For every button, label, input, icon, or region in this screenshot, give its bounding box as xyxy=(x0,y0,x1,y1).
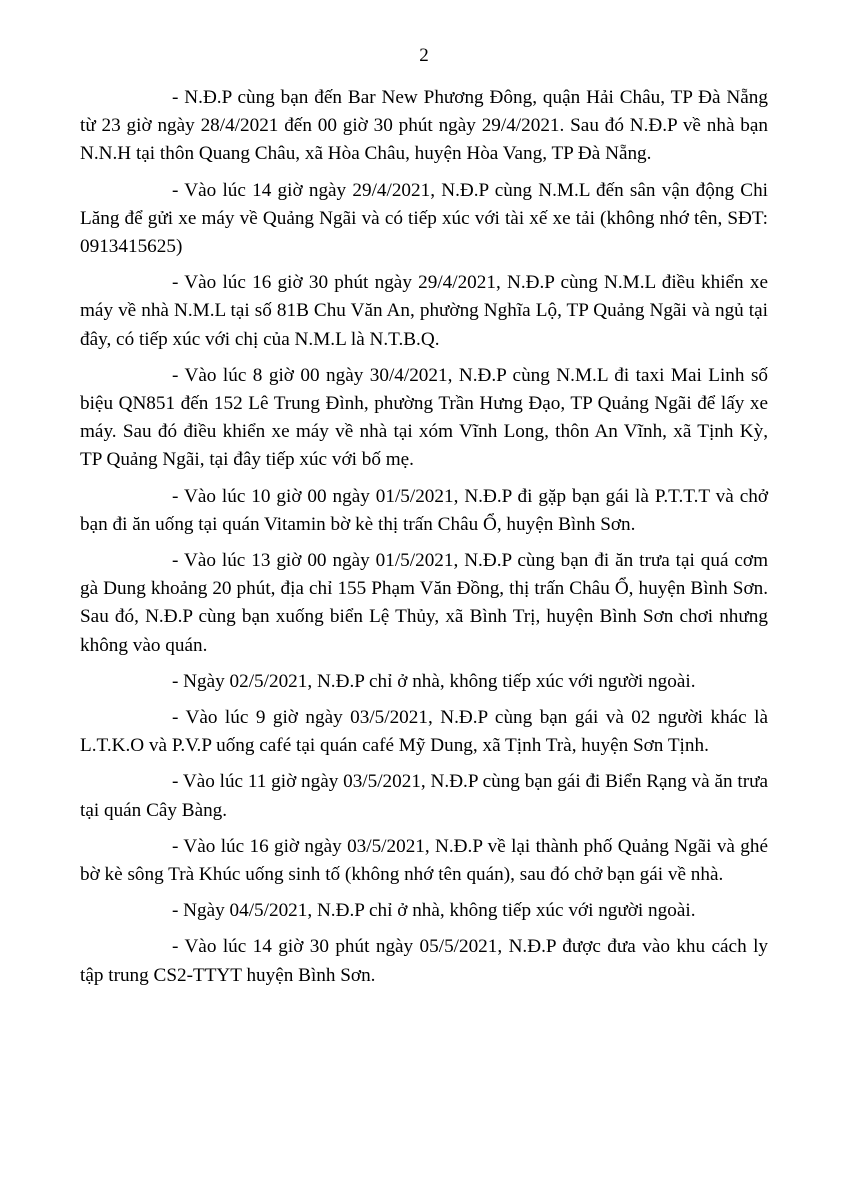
paragraph-stay-home-may-2: - Ngày 02/5/2021, N.Đ.P chỉ ở nhà, không tiếp xúc với người ngoài. xyxy=(172,670,696,692)
paragraph-chi-lang-stadium: - Vào lúc 14 giờ ngày 29/4/2021, N.Đ.P cùng N.M.L đến sân vận động Chi Lăng để gửi xe máy về Quảng Ngãi và có tiếp xúc với tài xế xe tải (không nhớ tên, SĐT: 0913415625) xyxy=(80,179,768,258)
paragraph-mai-linh-taxi: - Vào lúc 8 giờ 00 ngày 30/4/2021, N.Đ.P cùng N.M.L đi taxi Mai Linh số biệu QN851 đến 152 Lê Trung Đình, phường Trần Hưng Đạo, TP Quảng Ngãi để lấy xe máy. Sau đó điều khiển xe máy về nhà tại xóm Vĩnh Long, thôn An Vĩnh, xã Tịnh Kỳ, TP Quảng Ngãi, tại đây tiếp xúc với bố mẹ. xyxy=(80,364,768,471)
paragraph-vitamin-cafe: - Vào lúc 10 giờ 00 ngày 01/5/2021, N.Đ.P đi gặp bạn gái là P.T.T.T và chở bạn đi ăn uống tại quán Vitamin bờ kè thị trấn Châu Ổ, huyện Bình Sơn. xyxy=(80,485,768,535)
paragraph-bar-new-phuong-dong: - N.Đ.P cùng bạn đến Bar New Phương Đông, quận Hải Châu, TP Đà Nẵng từ 23 giờ ngày 28/4/2021 đến 00 giờ 30 phút ngày 29/4/2021. Sau đó N.Đ.P về nhà bạn N.N.H tại thôn Quang Châu, xã Hòa Châu, huyện Hòa Vang, TP Đà Nẵng. xyxy=(80,87,768,165)
paragraph-quarantine: - Vào lúc 14 giờ 30 phút ngày 05/5/2021, N.Đ.P được đưa vào khu cách ly tập trung CS2-TTYT huyện Bình Sơn. xyxy=(80,936,768,986)
page-number: 2 xyxy=(419,45,429,66)
paragraph-chu-van-an-house: - Vào lúc 16 giờ 30 phút ngày 29/4/2021, N.Đ.P cùng N.M.L điều khiển xe máy về nhà N.M.L tại số 81B Chu Văn An, phường Nghĩa Lộ, TP Quảng Ngãi và ngủ tại đây, có tiếp xúc với chị của N.M.L là N.T.B.Q. xyxy=(80,272,768,350)
paragraph-my-dung-cafe: - Vào lúc 9 giờ ngày 03/5/2021, N.Đ.P cùng bạn gái và 02 người khác là L.T.K.O và P.V.P uống café tại quán café Mỹ Dung, xã Tịnh Trà, huyện Sơn Tịnh. xyxy=(80,707,768,757)
paragraph-com-ga-dung: - Vào lúc 13 giờ 00 ngày 01/5/2021, N.Đ.P cùng bạn đi ăn trưa tại quá cơm gà Dung khoảng 20 phút, địa chỉ 155 Phạm Văn Đồng, thị trấn Châu Ổ, huyện Bình Sơn. Sau đó, N.Đ.P cùng bạn xuống biển Lệ Thủy, xã Bình Trị, huyện Bình Sơn chơi nhưng không vào quán. xyxy=(80,550,768,656)
paragraph-bien-rang: - Vào lúc 11 giờ ngày 03/5/2021, N.Đ.P cùng bạn gái đi Biển Rạng và ăn trưa tại quán Cây Bàng. xyxy=(80,771,768,821)
paragraph-tra-khuc-river: - Vào lúc 16 giờ ngày 03/5/2021, N.Đ.P về lại thành phố Quảng Ngãi và ghé bờ kè sông Trà Khúc uống sinh tố (không nhớ tên quán), sau đó chở bạn gái về nhà. xyxy=(80,835,768,886)
paragraph-stay-home-may-4: - Ngày 04/5/2021, N.Đ.P chỉ ở nhà, không tiếp xúc với người ngoài. xyxy=(172,900,696,922)
document-body xyxy=(80,84,768,998)
